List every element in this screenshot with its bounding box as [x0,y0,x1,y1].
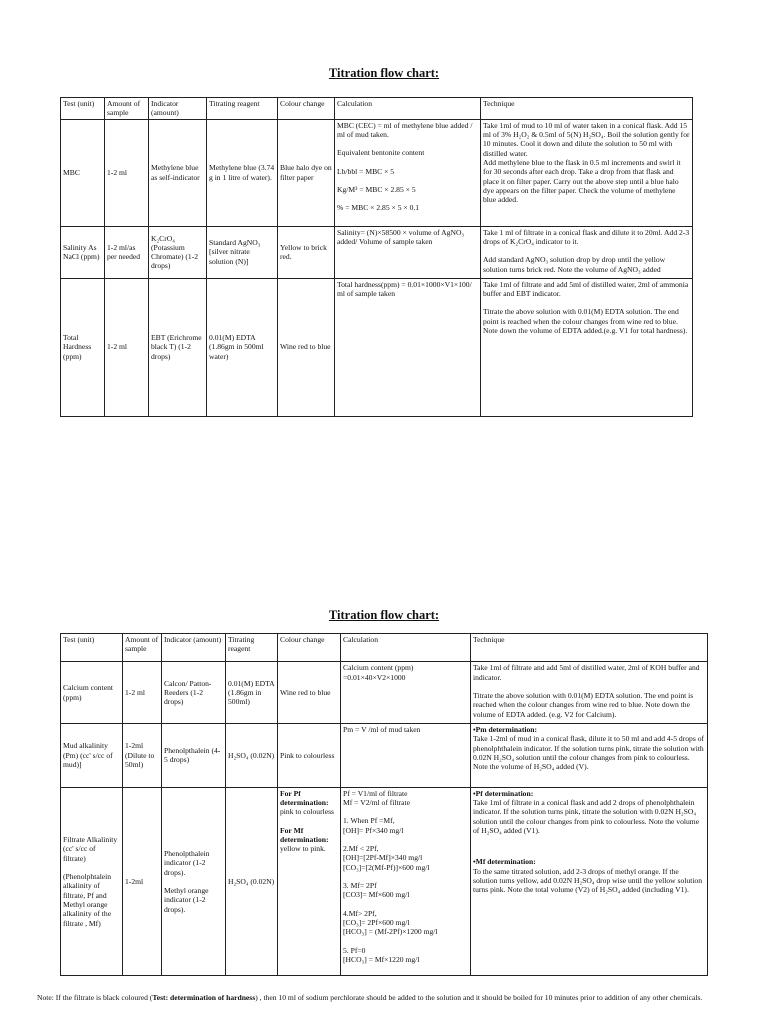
cell-line [337,194,478,203]
cell-line: Salinity= (N)×58500 × volume of AgNO₃ added/ Volume of sample taken [337,227,465,246]
technique-heading: •Pm determination: [473,725,538,735]
cell-line: Yellow to brick red. [280,242,327,262]
cell-line: Titrate the above solution with 0.01(M) EDTA solution. The end point is reached when the colour changes from wine red to blue. Note down the volume of EDTA added.(e.g. V1 for total hardness). [483,307,688,335]
cell-line: Pink to colourless [280,750,335,760]
footnote [37,993,727,1003]
cell-line: [OH]=[2Pf-Mf]×340 mg/l [343,853,423,863]
cell-line: 1-2 ml/as per needed [107,242,141,262]
cell-line: 1-2 ml [107,167,128,177]
cell-line: Calcium content (ppm) =0.01×40×V2×1000 [343,663,414,682]
amount-cell [123,787,162,975]
colour-cell [278,787,341,975]
cell-line: Mf = V2/ml of filtrate [343,798,410,808]
test-cell [61,787,123,975]
pf-technique-text: Take 1ml of filtrate in a conical flask and add 2 drops of phenolphthalein indicator. If the solution turns pink, titrate the solution with 0.02N H₂SO₄ solution until the colour changes from pink to colourless. Note the volume of H₂SO₄ added (V1). [473,798,700,836]
table-row [61,662,708,724]
footnote-text-start: Note: If the filtrate is black coloured ( [37,993,153,1002]
test-cell [61,278,105,416]
column-header: Indicator (amount) [149,98,207,120]
cell-line [337,158,478,167]
column-header: Titrating reagent [226,634,278,662]
table-row [61,119,693,226]
cell-line: MBC [63,167,80,177]
mf-colour-text: yellow to pink. [280,844,326,854]
titration-table-2 [60,633,708,976]
cell-line [164,877,223,886]
cell-line: Calcon/ Patton-Reeders (1-2 drops) [164,678,212,707]
calc-cell [341,724,471,788]
indicator-cell [162,787,226,975]
cell-line: EBT (Erichrome black T) (1-2 drops) [151,333,202,361]
cell-line: Salinity As NaCl (ppm) [63,242,100,262]
mf-technique-text: To the same titrated solution, add 2-3 drops of methyl orange. If the solution turns yellow, add 0.02N H₂SO₄ drop wise until the yellow solution turns pink. Note the total volume (V2) of H₂SO₄ added (including V1). [473,866,703,895]
cell-line: Take 1-2ml of mud in a conical flask, dilute it to 50 ml and add 4-5 drops of phenolphthalein indicator. If the solution turns pink, titrate the solution with 0.02N H₂SO₄ solution until the colour changes from pink to colourless. Note the volume of H₂SO₄ added (V). [473,734,705,772]
tech-cell [481,226,693,278]
cell-line: Methylene blue as self-indicator [151,163,200,182]
cell-line: 1-2 ml [125,688,146,698]
table1-title: Titration flow chart: [328,66,440,80]
header-row [61,634,708,662]
reagent-cell [207,278,278,416]
table-row [61,278,693,416]
cell-line [337,139,478,148]
cell-line: Add standard AgNO₃ solution drop by drop until the yellow solution turns brick red. Note the volume of AgNO₃ added [483,255,666,274]
cell-line: (Phenolphtalein alkalinity of filtrate, Pf and Methyl orange alkalinity of the filtrate , Mf) [63,871,112,928]
cell-line: 1-2 ml [107,342,128,352]
column-header: Test (unit) [61,634,123,662]
indicator-cell [162,724,226,788]
footnote-bold: Test: determination of hardness [152,993,256,1002]
column-header: Technique [471,634,708,662]
tech-cell [471,787,708,975]
cell-line: 5. Pf=0 [343,945,366,955]
cell-line: Take 1 ml of filtrate in a conical flask and dilute it to 20ml. Add 2-3 drops of K₂CrO₄ indicator to it. [483,227,690,246]
cell-line: Calcium content (ppm) [63,683,113,702]
column-header: Calculation [341,634,471,662]
amount-cell [123,724,162,788]
colour-cell [278,119,335,226]
cell-line: Equivalent bentonite content [337,148,425,158]
cell-line: Mud alkalinity (Pm) (cc' s/cc of mud)] [63,741,113,770]
cell-line: 1-2ml [125,876,144,886]
cell-line: Wine red to blue [280,342,331,352]
test-cell [61,662,123,724]
cell-line [63,863,120,872]
test-cell [61,226,105,278]
table-row [61,226,693,278]
column-header: Colour change [278,98,335,120]
cell-line: MBC (CEC) = ml of methylene blue added / ml of mud taken. [337,120,473,139]
calc-cell [335,119,481,226]
cell-line [343,807,468,816]
pf-colour-label: For Pf determination: [280,788,329,808]
cell-line: Wine red to blue [280,688,331,698]
cell-line [343,835,468,844]
cell-line: K₂CrO₄ (Potassium Chromate) (1-2 drops) [151,233,199,271]
cell-line: [CO3]= Mf×600 mg/l [343,890,410,900]
colour-cell [278,724,341,788]
cell-line: [CO₃]=[2(Mf-Pf)]×600 mg/l [343,862,430,872]
spacer [280,817,338,826]
cell-line: 0.01(M) EDTA (1.86gm in 500ml water) [209,333,264,361]
column-header: Test (unit) [61,98,105,120]
cell-line [483,246,690,255]
cell-line: Standard AgNO₃ [silver nitrate solution (N)] [209,238,261,266]
cell-line: Methylene blue (3.74 g in 1 litre of water). [209,163,275,182]
mf-colour-label: For Mf determination: [280,825,329,845]
colour-cell [278,226,335,278]
column-header: Colour change [278,634,341,662]
cell-line: H₂SO₄ (0.02N) [228,750,275,760]
column-header: Calculation [335,98,481,120]
test-cell [61,119,105,226]
cell-line: 1-2ml (Dilute to 50ml) [125,741,155,770]
tech-cell [471,662,708,724]
cell-line: Total hardness(ppm) = 0.01×1000×V1×100/ ml of sample taken [337,279,472,298]
cell-line: [CO₃]= 2Pf×600 mg/l [343,918,410,928]
spacer [473,835,705,857]
cell-line: [HCO₃] = (Mf-2Pf)×1200 mg/l [343,927,438,937]
cell-line: Take 1ml of filtrate and add 5ml of distilled water, 2ml of ammonia buffer and EBT indicator. [483,279,689,298]
cell-line: Kg/M³ = MBC × 2.85 × 5 [337,184,416,194]
cell-line: Filtrate Alkalinity (cc' s/cc of filtrate) [63,834,118,863]
cell-line: Titrate the above solution with 0.01(M) EDTA solution. The end point is reached when the colour changes from wine red to blue. Note down the volume of EDTA added. (e.g. V2 for Calcium). [473,690,694,719]
cell-line: Pm = V /ml of mud taken [343,725,421,735]
indicator-cell [162,662,226,724]
tech-cell [481,278,693,416]
column-header: Amount of sample [123,634,162,662]
reagent-cell [226,787,278,975]
reagent-cell [226,662,278,724]
pf-colour-text: pink to colourless [280,807,334,817]
cell-line: Total Hardness (ppm) [63,333,92,361]
cell-line: 2.Mf < 2Pf, [343,844,379,854]
reagent-cell [207,119,278,226]
colour-cell [278,662,341,724]
reagent-cell [207,226,278,278]
cell-line [343,872,468,881]
cell-line [473,682,705,691]
cell-line: Take 1ml of filtrate and add 5ml of distilled water, 2ml of KOH buffer and indicator. [473,663,700,682]
reagent-cell [226,724,278,788]
colour-cell [278,278,335,416]
cell-line: Phenolpthalein indicator (1-2 drops). [164,848,210,877]
cell-line: H₂SO₄ (0.02N) [228,876,275,886]
calc-cell [335,278,481,416]
cell-line: % = MBC × 2.85 × 5 × 0.1 [337,203,420,213]
cell-line: [HCO₃] = Mf×1220 mg/l [343,955,420,965]
header-row [61,98,693,120]
cell-line: Take 1ml of mud to 10 ml of water taken in a conical flask. Add 15 ml of 3% H₂O₂ & 0.5ml of 5(N) H₂SO₄. Boil the solution gently for 10 minutes. Cool it down and dilute the solution to 50 ml with distilled water. [483,120,690,158]
tech-cell [471,724,708,788]
cell-line: 3. Mf= 2Pf [343,881,377,891]
calc-cell [341,787,471,975]
tech-cell [481,119,693,226]
indicator-cell [149,226,207,278]
indicator-cell [149,119,207,226]
table-row [61,724,708,788]
cell-line: [OH]= Pf×340 mg/l [343,825,404,835]
test-cell [61,724,123,788]
cell-line: Pf = V1/ml of filtrate [343,788,408,798]
column-header: Amount of sample [105,98,149,120]
amount-cell [105,226,149,278]
footnote-text-end: ) , then 10 ml of sodium perchlorate should be added to the solution and it should be boiled for 10 minutes prior to addition of any other chemicals. [255,993,703,1002]
cell-line: Blue halo dye on filter paper [280,163,332,182]
amount-cell [105,119,149,226]
table-row [61,787,708,975]
cell-line [343,937,468,946]
table2-title: Titration flow chart: [328,608,440,622]
cell-line [337,176,478,185]
cell-line: Add methylene blue to the flask in 0.5 ml increments and swirl it for 30 seconds after each drop. Take a drop from that flask and place it on filter paper. Carry out the above step until a blue halo dye appears on the filter paper. Check the volume of methylene blue added. [483,157,681,205]
indicator-cell [149,278,207,416]
cell-line: Methyl orange indicator (1-2 drops). [164,885,209,914]
cell-line: 0.01(M) EDTA (1.86gm in 500ml) [228,678,275,707]
cell-line [483,298,690,307]
column-header: Indicator (amount) [162,634,226,662]
cell-line: Phenolpthalein (4-5 drops) [164,746,221,765]
titration-table-1 [60,97,693,417]
column-header: Titrating reagent [207,98,278,120]
calc-cell [341,662,471,724]
amount-cell [105,278,149,416]
mf-technique-heading: •Mf determination: [473,857,536,867]
cell-line: 1. When Pf =Mf, [343,816,395,826]
cell-line: Lb/bbl = MBC × 5 [337,166,395,176]
cell-line [343,900,468,909]
amount-cell [123,662,162,724]
column-header: Technique [481,98,693,120]
calc-cell [335,226,481,278]
cell-line: 4.Mf> 2Pf, [343,908,377,918]
pf-technique-heading: •Pf determination: [473,788,534,798]
